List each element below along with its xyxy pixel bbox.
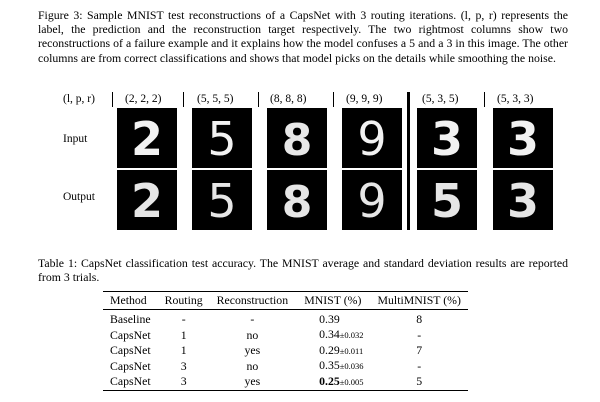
cell-mnist xyxy=(295,309,370,327)
cell-multimnist: - xyxy=(417,358,422,373)
header-routing: Routing xyxy=(158,292,210,310)
figure-caption: Figure 3: Sample MNIST test reconstructions of a CapsNet with 3 routing iterations. (l, p, r) represents the label, the prediction and the reconstruction target respectively. The two rightmost columns show two reconstructions of a failure example and it explains how the model confuses a 5 and a 3 in this image. The other columns are from correct classifications and shows that model picks on the details while smoothing the noise. xyxy=(38,8,568,65)
table-row xyxy=(103,343,468,359)
cell-multimnist: 7 xyxy=(416,343,423,357)
cell-routing: 3 xyxy=(158,374,210,391)
cell-mnist xyxy=(295,358,370,374)
digit-image-output-5 xyxy=(417,170,477,230)
digit-glyph: 9 xyxy=(357,174,387,228)
cell-multimnist: 5 xyxy=(371,374,468,391)
table-row xyxy=(103,358,468,374)
digit-glyph: 5 xyxy=(207,112,237,166)
digit-glyph: 5 xyxy=(207,174,237,228)
mnist-sd: ±0.036 xyxy=(339,361,364,371)
digit-glyph: 2 xyxy=(130,112,164,166)
table-row xyxy=(103,309,468,327)
digit-image-input-4 xyxy=(342,108,402,168)
mnist-mean: 0.39 xyxy=(319,311,340,326)
mnist-mean: 0.35 xyxy=(319,358,340,372)
mnist-sd: ±0.011 xyxy=(339,345,364,356)
header-multimnist: MultiMNIST (%) xyxy=(371,292,468,310)
table-row xyxy=(103,374,468,391)
failure-separator xyxy=(407,92,410,230)
cell-multimnist: - xyxy=(417,327,422,342)
digit-image-output-1 xyxy=(117,170,177,230)
cell-method: Baseline xyxy=(110,312,151,326)
digit-image-output-2 xyxy=(192,170,252,230)
cell-method: CapsNet xyxy=(110,327,151,342)
digit-image-output-3 xyxy=(267,170,327,230)
cell-routing: 1 xyxy=(180,327,187,342)
digit-glyph: 2 xyxy=(130,174,164,228)
digit-glyph: 8 xyxy=(281,177,313,228)
cell-routing: 1 xyxy=(180,343,187,357)
table-header-row xyxy=(103,292,468,310)
digit-glyph: 9 xyxy=(357,112,387,166)
cell-reconstruction: yes xyxy=(210,374,295,391)
header-method: Method xyxy=(103,292,158,310)
cell-multimnist: 8 xyxy=(416,312,423,326)
digit-image-input-5 xyxy=(417,108,477,168)
row-label-input: Input xyxy=(63,133,88,145)
cell-method: CapsNet xyxy=(110,343,151,357)
column-header-1: (2, 2, 2) xyxy=(125,93,162,105)
header-separator xyxy=(333,92,334,107)
column-header-2: (5, 5, 5) xyxy=(197,93,234,105)
table-caption: Table 1: CapsNet classification test accuracy. The MNIST average and standard deviation results are reported from 3 trials. xyxy=(38,256,568,285)
digit-image-input-3 xyxy=(267,108,327,168)
header-reconstruction: Reconstruction xyxy=(210,292,295,310)
column-header-4: (9, 9, 9) xyxy=(346,93,383,105)
digit-glyph: 3 xyxy=(506,112,540,166)
digit-image-input-1 xyxy=(117,108,177,168)
digit-image-input-2 xyxy=(192,108,252,168)
row-label-output: Output xyxy=(63,191,95,203)
cell-reconstruction: yes xyxy=(244,343,261,357)
digit-glyph: 3 xyxy=(506,174,540,228)
cell-routing: 3 xyxy=(180,358,187,373)
table-row xyxy=(103,327,468,343)
digit-image-output-4 xyxy=(342,170,402,230)
cell-reconstruction: no xyxy=(246,327,259,342)
cell-mnist xyxy=(295,343,370,359)
header-separator xyxy=(183,92,184,107)
mnist-sd: ±0.005 xyxy=(339,376,364,387)
cell-mnist xyxy=(295,374,370,391)
digit-image-input-6 xyxy=(493,108,553,168)
header-separator xyxy=(258,92,259,107)
results-table xyxy=(103,291,468,391)
header-mnist: MNIST (%) xyxy=(295,292,370,310)
header-separator xyxy=(484,92,485,107)
cell-method: CapsNet xyxy=(103,374,158,391)
figure-header-label: (l, p, r) xyxy=(63,93,95,105)
digit-glyph: 8 xyxy=(281,115,313,166)
digit-glyph: 5 xyxy=(430,174,464,228)
cell-mnist xyxy=(295,327,370,343)
column-header-5: (5, 3, 5) xyxy=(422,93,459,105)
mnist-mean: 0.34 xyxy=(319,327,340,341)
cell-reconstruction: no xyxy=(246,358,259,373)
mnist-sd: ±0.032 xyxy=(339,330,364,340)
mnist-mean: 0.29 xyxy=(319,342,340,357)
cell-method: CapsNet xyxy=(110,358,151,373)
cell-reconstruction: - xyxy=(250,312,255,326)
digit-image-output-6 xyxy=(493,170,553,230)
cell-routing: - xyxy=(181,312,186,326)
digit-glyph: 3 xyxy=(430,112,464,166)
mnist-mean: 0.25 xyxy=(319,373,340,388)
column-header-3: (8, 8, 8) xyxy=(270,93,307,105)
column-header-6: (5, 3, 3) xyxy=(497,93,534,105)
header-separator xyxy=(112,92,113,107)
